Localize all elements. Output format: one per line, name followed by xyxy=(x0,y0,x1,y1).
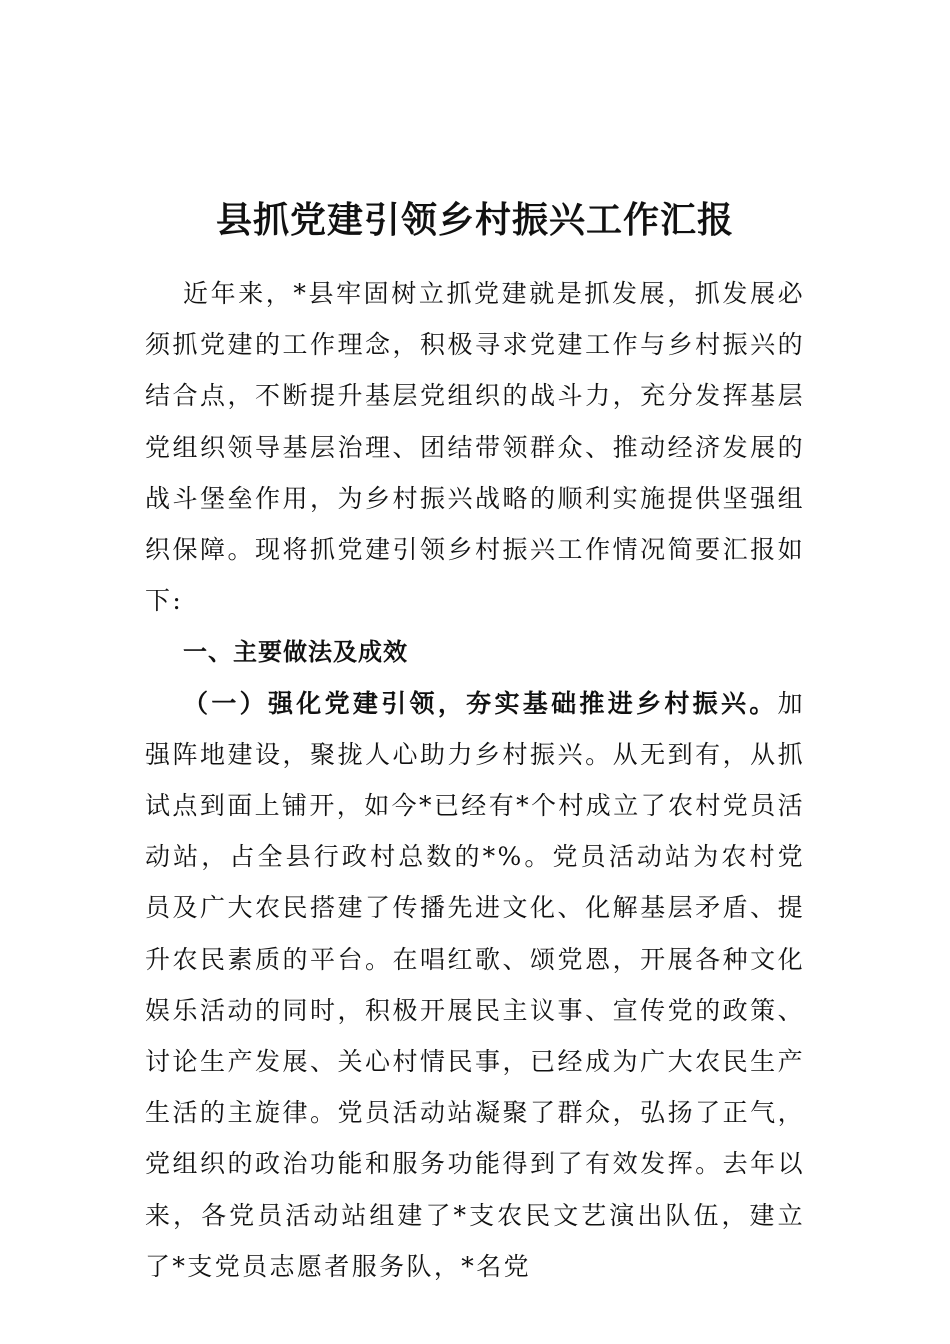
subsection-lead: （一）强化党建引领，夯实基础推进乡村振兴。 xyxy=(183,688,778,718)
document-body xyxy=(145,268,805,1292)
section-heading: 一、主要做法及成效 xyxy=(183,637,408,667)
subsection-paragraph xyxy=(145,678,805,1292)
intro-paragraph: 近年来，*县牢固树立抓党建就是抓发展，抓发展必须抓党建的工作理念，积极寻求党建工作与乡村振兴的结合点，不断提升基层党组织的战斗力，充分发挥基层党组织领导基层治理、团结带领群众、推动经济发展的战斗堡垒作用，为乡村振兴战略的顺利实施提供坚强组织保障。现将抓党建引领乡村振兴工作情况简要汇报如下: xyxy=(145,279,805,616)
subsection-body: 加强阵地建设，聚拢人心助力乡村振兴。从无到有，从抓试点到面上铺开，如今*已经有*个村成立了农村党员活动站，占全县行政村总数的*%。党员活动站为农村党员及广大农民搭建了传播先进文化、化解基层矛盾、提升农民素质的平台。在唱红歌、颂党恩，开展各种文化娱乐活动的同时，积极开展民主议事、宣传党的政策、讨论生产发展、关心村情民事，已经成为广大农民生产生活的主旋律。党员活动站凝聚了群众，弘扬了正气，党组织的政治功能和服务功能得到了有效发挥。去年以来，各党员活动站组建了*支农民文艺演出队伍，建立了*支党员志愿者服务队，*名党 xyxy=(145,688,806,1281)
document-title: 县抓党建引领乡村振兴工作汇报 xyxy=(215,199,734,241)
